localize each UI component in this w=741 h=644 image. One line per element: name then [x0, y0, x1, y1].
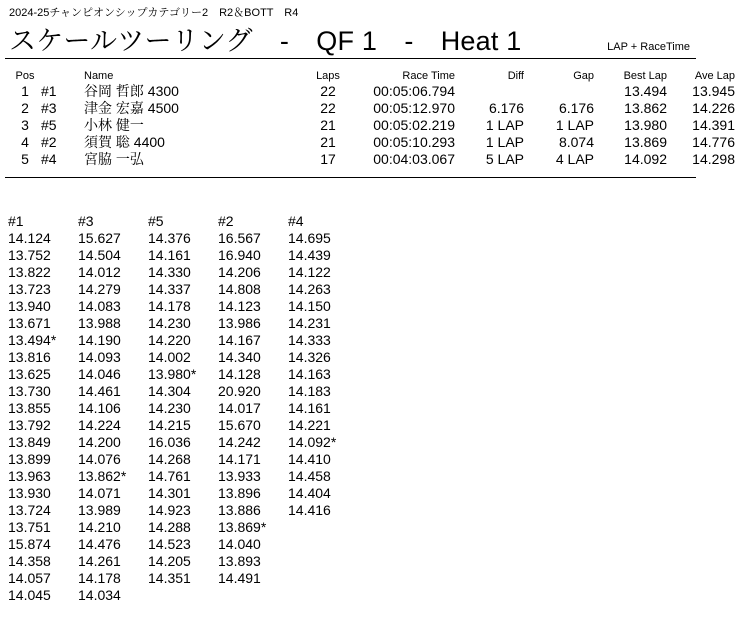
lap-time: 13.940 [8, 298, 51, 314]
display-mode-label: LAP + RaceTime [607, 41, 690, 53]
cell-diff: 1 LAP [485, 134, 524, 150]
cell-pos: 4 [21, 134, 29, 150]
lap-time: 14.190 [78, 332, 121, 348]
lap-time: 14.261 [78, 553, 121, 569]
lap-time: 15.627 [78, 230, 121, 246]
cell-car-number: #2 [41, 134, 57, 150]
results-divider [5, 177, 696, 178]
lap-time: 13.989 [78, 502, 121, 518]
lap-time: 14.476 [78, 536, 121, 552]
lap-time: 14.242 [218, 434, 261, 450]
cell-ave-lap: 14.391 [692, 117, 735, 133]
cell-race-time: 00:05:06.794 [373, 83, 455, 99]
lap-time: 14.330 [148, 264, 191, 280]
lap-time: 13.751 [8, 519, 51, 535]
lap-time: 14.128 [218, 366, 261, 382]
event-subtitle: 2024-25チャンピオンシップカテゴリー2 R2＆BOTT R4 [9, 7, 299, 19]
lap-time: 14.337 [148, 281, 191, 297]
lap-time: 14.205 [148, 553, 191, 569]
lap-column-header: #2 [218, 213, 234, 229]
lap-time: 14.263 [288, 281, 331, 297]
lap-time: 14.206 [218, 264, 261, 280]
lap-time: 14.106 [78, 400, 121, 416]
lap-column-header: #5 [148, 213, 164, 229]
lap-time: 14.358 [8, 553, 51, 569]
cell-laps: 22 [320, 100, 336, 116]
lap-time: 14.416 [288, 502, 331, 518]
lap-time: 20.920 [218, 383, 261, 399]
lap-time: 14.123 [218, 298, 261, 314]
col-ave-lap: Ave Lap [694, 70, 735, 82]
lap-time: 14.034 [78, 587, 121, 603]
lap-time: 14.093 [78, 349, 121, 365]
lap-time: 13.494* [8, 332, 57, 348]
lap-time: 14.057 [8, 570, 51, 586]
lap-time: 13.723 [8, 281, 51, 297]
lap-time: 13.930 [8, 485, 51, 501]
cell-pos: 3 [21, 117, 29, 133]
cell-best-lap: 13.980 [624, 117, 667, 133]
cell-pos: 2 [21, 100, 29, 116]
lap-time: 13.933 [218, 468, 261, 484]
lap-time: 13.886 [218, 502, 261, 518]
lap-time: 14.410 [288, 451, 331, 467]
lap-time: 15.874 [8, 536, 51, 552]
col-diff: Diff [507, 70, 524, 82]
table-row [0, 117, 741, 134]
lap-time: 14.017 [218, 400, 261, 416]
lap-time: 13.855 [8, 400, 51, 416]
cell-best-lap: 13.862 [624, 100, 667, 116]
cell-ave-lap: 14.298 [692, 151, 735, 167]
lap-column [8, 213, 78, 604]
cell-ave-lap: 14.776 [692, 134, 735, 150]
lap-time: 14.224 [78, 417, 121, 433]
cell-driver-name: 須賀 聡 4400 [84, 134, 165, 150]
lap-times-grid [8, 213, 358, 604]
lap-time: 14.230 [148, 400, 191, 416]
lap-time: 14.210 [78, 519, 121, 535]
lap-time: 13.986 [218, 315, 261, 331]
cell-car-number: #4 [41, 151, 57, 167]
lap-time: 15.670 [218, 417, 261, 433]
cell-diff: 1 LAP [485, 117, 524, 133]
lap-time: 13.671 [8, 315, 51, 331]
lap-time: 14.071 [78, 485, 121, 501]
table-row [0, 83, 741, 100]
lap-column [78, 213, 148, 604]
cell-race-time: 00:05:10.293 [373, 134, 455, 150]
lap-time: 13.724 [8, 502, 51, 518]
cell-driver-name: 宮脇 一弘 [84, 151, 144, 167]
lap-time: 14.092* [288, 434, 337, 450]
lap-column-header: #4 [288, 213, 304, 229]
cell-gap: 6.176 [558, 100, 594, 116]
cell-ave-lap: 14.226 [692, 100, 735, 116]
lap-time: 14.304 [148, 383, 191, 399]
lap-time: 14.200 [78, 434, 121, 450]
lap-time: 14.231 [288, 315, 331, 331]
cell-laps: 22 [320, 83, 336, 99]
lap-time: 14.150 [288, 298, 331, 314]
table-row [0, 134, 741, 151]
lap-time: 14.161 [288, 400, 331, 416]
cell-gap [524, 83, 594, 100]
lap-time: 14.351 [148, 570, 191, 586]
col-laps: Laps [316, 70, 340, 82]
lap-time: 14.002 [148, 349, 191, 365]
lap-time: 14.333 [288, 332, 331, 348]
cell-diff [455, 83, 524, 100]
cell-driver-name: 谷岡 哲郎 4300 [84, 83, 179, 99]
lap-time: 14.122 [288, 264, 331, 280]
lap-time: 14.012 [78, 264, 121, 280]
lap-time: 14.376 [148, 230, 191, 246]
cell-car-number: #3 [41, 100, 57, 116]
results-table [0, 69, 741, 168]
lap-time: 16.036 [148, 434, 191, 450]
lap-column-header: #3 [78, 213, 94, 229]
lap-column [148, 213, 218, 604]
cell-best-lap: 13.494 [624, 83, 667, 99]
lap-time: 14.178 [148, 298, 191, 314]
lap-time: 14.301 [148, 485, 191, 501]
lap-time: 14.230 [148, 315, 191, 331]
lap-time: 14.215 [148, 417, 191, 433]
col-race-time: Race Time [402, 70, 455, 82]
lap-time: 13.816 [8, 349, 51, 365]
cell-driver-name: 小林 健一 [84, 117, 144, 133]
lap-time: 14.279 [78, 281, 121, 297]
header-divider [5, 58, 696, 59]
lap-time: 16.567 [218, 230, 261, 246]
lap-time: 13.730 [8, 383, 51, 399]
lap-time: 14.695 [288, 230, 331, 246]
lap-time: 13.869* [218, 519, 267, 535]
table-row [0, 151, 741, 168]
lap-time: 14.808 [218, 281, 261, 297]
cell-race-time: 00:04:03.067 [373, 151, 455, 167]
lap-time: 14.404 [288, 485, 331, 501]
lap-time: 14.163 [288, 366, 331, 382]
lap-time: 14.340 [218, 349, 261, 365]
lap-column [218, 213, 288, 604]
lap-time: 14.076 [78, 451, 121, 467]
cell-gap: 8.074 [558, 134, 594, 150]
lap-time: 14.124 [8, 230, 51, 246]
results-header-row [0, 69, 741, 83]
cell-car-number: #5 [41, 117, 57, 133]
lap-time: 14.183 [288, 383, 331, 399]
col-name: Name [84, 70, 114, 82]
lap-time: 14.491 [218, 570, 261, 586]
lap-time: 14.326 [288, 349, 331, 365]
lap-column [288, 213, 358, 604]
lap-time: 13.862* [78, 468, 127, 484]
lap-time: 13.792 [8, 417, 51, 433]
table-row [0, 100, 741, 117]
col-best-lap: Best Lap [623, 70, 667, 82]
lap-time: 14.220 [148, 332, 191, 348]
cell-laps: 17 [320, 151, 336, 167]
lap-time: 14.288 [148, 519, 191, 535]
lap-time: 13.963 [8, 468, 51, 484]
cell-diff: 6.176 [488, 100, 524, 116]
cell-best-lap: 14.092 [624, 151, 667, 167]
lap-time: 13.822 [8, 264, 51, 280]
cell-race-time: 00:05:02.219 [373, 117, 455, 133]
lap-time: 14.458 [288, 468, 331, 484]
col-gap: Gap [573, 70, 594, 82]
cell-best-lap: 13.869 [624, 134, 667, 150]
lap-time: 14.439 [288, 247, 331, 263]
lap-time: 14.161 [148, 247, 191, 263]
lap-time: 13.980* [148, 366, 197, 382]
lap-column-header: #1 [8, 213, 24, 229]
lap-time: 13.625 [8, 366, 51, 382]
lap-time: 14.523 [148, 536, 191, 552]
lap-time: 14.923 [148, 502, 191, 518]
lap-time: 13.899 [8, 451, 51, 467]
lap-time: 14.045 [8, 587, 51, 603]
cell-car-number: #1 [41, 83, 57, 99]
cell-laps: 21 [320, 134, 336, 150]
cell-pos: 1 [21, 83, 29, 99]
cell-pos: 5 [21, 151, 29, 167]
lap-time: 13.849 [8, 434, 51, 450]
lap-time: 13.752 [8, 247, 51, 263]
lap-time: 16.940 [218, 247, 261, 263]
lap-time: 14.221 [288, 417, 331, 433]
lap-time: 14.171 [218, 451, 261, 467]
cell-ave-lap: 13.945 [692, 83, 735, 99]
lap-time: 14.040 [218, 536, 261, 552]
lap-time: 14.504 [78, 247, 121, 263]
cell-gap: 1 LAP [555, 117, 594, 133]
cell-gap: 4 LAP [555, 151, 594, 167]
lap-time: 14.268 [148, 451, 191, 467]
lap-time: 14.461 [78, 383, 121, 399]
cell-race-time: 00:05:12.970 [373, 100, 455, 116]
lap-time: 13.988 [78, 315, 121, 331]
lap-time: 14.083 [78, 298, 121, 314]
lap-time: 13.893 [218, 553, 261, 569]
lap-time: 13.896 [218, 485, 261, 501]
cell-diff: 5 LAP [485, 151, 524, 167]
page-title: スケールツーリング - QF 1 - Heat 1 [9, 26, 522, 56]
lap-time: 14.046 [78, 366, 121, 382]
lap-time: 14.178 [78, 570, 121, 586]
cell-laps: 21 [320, 117, 336, 133]
lap-time: 14.761 [148, 468, 191, 484]
cell-driver-name: 津金 宏嘉 4500 [84, 100, 179, 116]
lap-time: 14.167 [218, 332, 261, 348]
col-pos: Pos [15, 70, 35, 82]
